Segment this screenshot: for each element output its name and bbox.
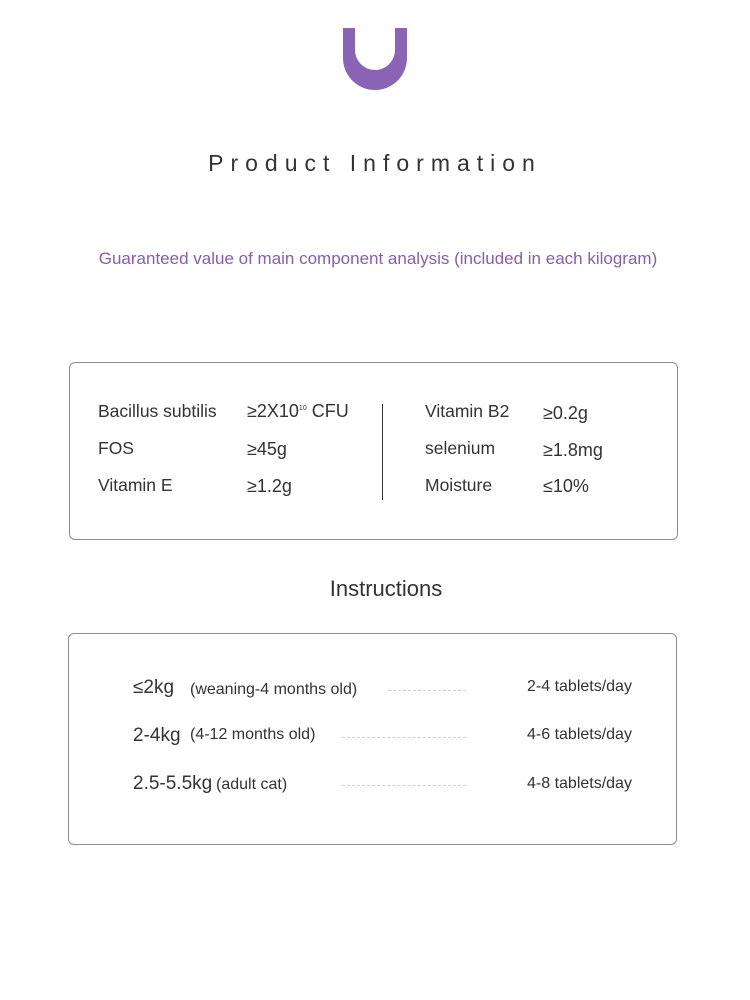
component-name: Vitamin E xyxy=(98,475,173,495)
component-name: FOS xyxy=(98,438,134,458)
weight-range: 2.5-5.5kg xyxy=(133,773,213,794)
page-subtitle: Guaranteed value of main component analysis (included in each kilogram) xyxy=(98,249,658,268)
component-value: $\ge 2X10^{10}$ CFU xyxy=(247,401,349,421)
age-range: (weaning-4 months old) xyxy=(190,681,358,698)
dosage: 4-6 tablets/day xyxy=(527,726,632,743)
column-divider xyxy=(382,404,383,500)
component-name: Moisture xyxy=(425,475,493,495)
dashed-leader xyxy=(388,690,466,691)
dosage: 4-8 tablets/day xyxy=(527,775,632,792)
age-range: (4-12 months old) xyxy=(190,726,316,743)
component-name: Vitamin B2 xyxy=(425,401,510,421)
dashed-leader xyxy=(342,737,466,738)
dashed-leader xyxy=(342,785,466,786)
dosage: 2-4 tablets/day xyxy=(527,678,632,695)
weight-range: ≤2kg xyxy=(133,677,175,698)
instructions-title: Instructions xyxy=(329,576,443,601)
weight-range: 2-4kg xyxy=(133,725,181,746)
component-value: ≥0.2g xyxy=(543,403,588,423)
age-range: (adult cat) xyxy=(216,776,288,793)
component-value: ≤10% xyxy=(543,476,589,496)
decorative-arc-icon xyxy=(343,28,407,90)
component-value: ≥1.8mg xyxy=(543,440,603,460)
component-value: ≥45g xyxy=(247,439,287,459)
page-title: Product Information xyxy=(208,150,542,176)
component-value: ≥1.2g xyxy=(247,476,292,496)
component-name: selenium xyxy=(425,438,496,458)
component-name: Bacillus subtilis xyxy=(98,401,217,421)
